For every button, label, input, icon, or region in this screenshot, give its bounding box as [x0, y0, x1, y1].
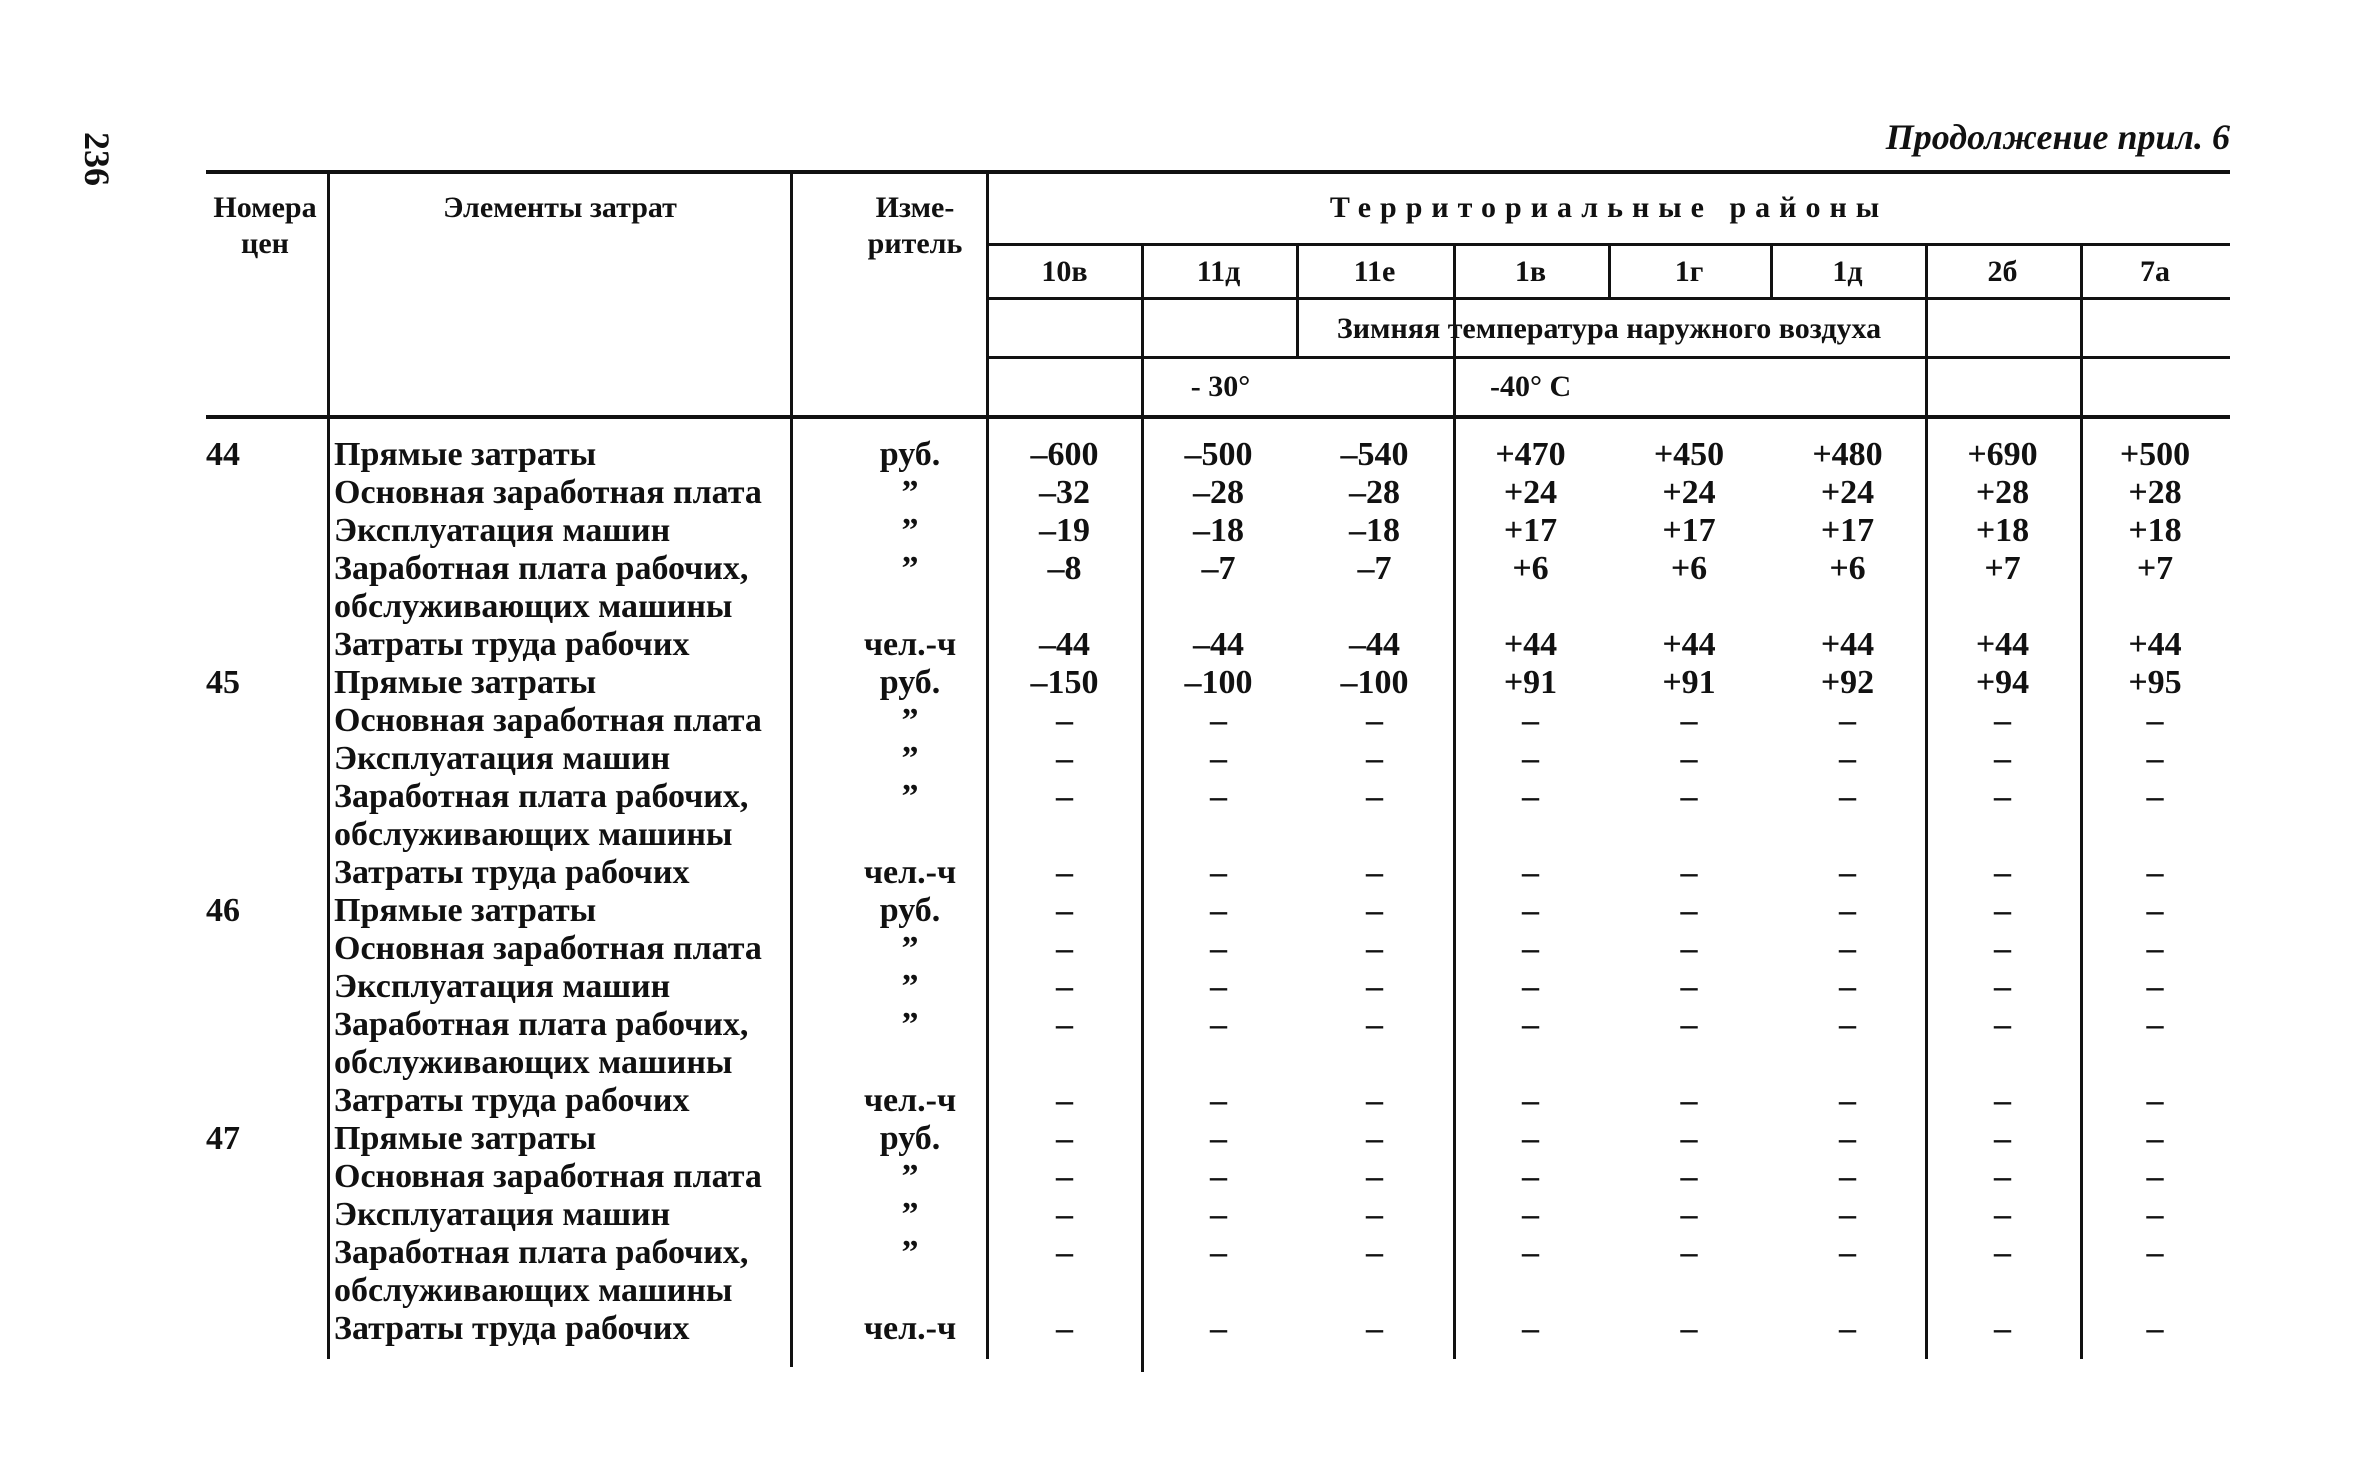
value-cell: – [1680, 740, 1698, 777]
cost-element: Прямые затраты [334, 436, 597, 473]
value-cell: –7 [1357, 550, 1392, 587]
value-cell: –150 [1030, 664, 1099, 701]
continuation-caption: Продолжение прил. 6 [1885, 117, 2230, 157]
region-code: 2б [1987, 255, 2018, 288]
value-cell: – [1522, 1120, 1539, 1157]
value-cell: – [1680, 1310, 1698, 1347]
value-cell: +18 [1975, 512, 2030, 549]
cost-element: Заработная плата рабочих, [334, 778, 749, 815]
value-cell: – [1839, 1082, 1856, 1119]
value-cell: – [1366, 1196, 1383, 1233]
value-cell: – [2146, 1196, 2164, 1233]
value-cell: – [1839, 930, 1856, 967]
value-cell: – [1056, 1158, 1073, 1195]
cost-element: Затраты труда рабочих [334, 854, 690, 891]
value-cell: – [1522, 1234, 1539, 1271]
value-cell: – [1056, 1120, 1073, 1157]
value-cell: – [1056, 930, 1073, 967]
value-cell: – [1210, 1158, 1227, 1195]
value-cell: +44 [1503, 626, 1558, 663]
value-cell: – [1522, 930, 1539, 967]
cost-element: обслуживающих машины [334, 1044, 733, 1081]
value-cell: – [1680, 702, 1698, 739]
value-cell: –44 [1193, 626, 1244, 663]
value-cell: – [1839, 1196, 1856, 1233]
value-cell: – [1994, 778, 2011, 815]
unit-cell: чел.-ч [863, 854, 957, 891]
value-cell: – [1056, 968, 1073, 1005]
cost-element: Прямые затраты [334, 892, 597, 929]
cost-element: Заработная плата рабочих, [334, 550, 749, 587]
region-code: 11д [1196, 255, 1241, 288]
value-cell: – [1056, 778, 1073, 815]
value-cell: – [1366, 1234, 1383, 1271]
value-cell: – [2146, 854, 2164, 891]
value-cell: +17 [1662, 512, 1716, 549]
unit-cell: руб. [879, 1120, 941, 1157]
value-cell: – [1210, 1234, 1227, 1271]
value-cell: – [1522, 1310, 1539, 1347]
value-cell: – [1210, 1310, 1227, 1347]
value-cell: –18 [1193, 512, 1244, 549]
value-cell: – [1366, 1120, 1383, 1157]
cost-element: Основная заработная плата [334, 702, 762, 739]
value-cell: – [1680, 1196, 1698, 1233]
value-cell: –600 [1030, 436, 1099, 473]
value-cell: – [1366, 740, 1383, 777]
value-cell: – [1680, 854, 1698, 891]
value-cell: – [1522, 740, 1539, 777]
unit-cell: руб. [879, 664, 941, 701]
value-cell: – [1680, 1234, 1698, 1271]
value-cell: – [1994, 740, 2011, 777]
value-cell: – [1522, 892, 1539, 929]
value-cell: – [1056, 740, 1073, 777]
value-cell: – [1839, 1006, 1856, 1043]
value-cell: – [2146, 930, 2164, 967]
value-cell: +480 [1812, 436, 1883, 473]
value-cell: – [1056, 702, 1073, 739]
value-cell: +44 [1820, 626, 1875, 663]
unit-cell: ” [901, 778, 919, 815]
value-cell: – [1522, 778, 1539, 815]
cost-element: Прямые затраты [334, 1120, 597, 1157]
header-number: Номера цен [213, 191, 317, 260]
value-cell: – [1680, 1082, 1698, 1119]
value-cell: – [1210, 1006, 1227, 1043]
unit-cell: ” [901, 740, 919, 777]
unit-cell: чел.-ч [863, 1082, 957, 1119]
value-cell: – [1522, 1158, 1539, 1195]
value-cell: – [1522, 1196, 1539, 1233]
value-cell: –44 [1039, 626, 1090, 663]
value-cell: – [1056, 1234, 1073, 1271]
value-cell: – [2146, 1310, 2164, 1347]
value-cell: –8 [1047, 550, 1082, 587]
value-cell: +24 [1503, 474, 1558, 511]
value-cell: –540 [1340, 436, 1409, 473]
value-cell: – [1210, 1082, 1227, 1119]
region-code: 1д [1832, 255, 1863, 288]
value-cell: – [1994, 702, 2011, 739]
value-cell: – [1994, 1310, 2011, 1347]
value-cell: – [1839, 702, 1856, 739]
price-number: 45 [206, 664, 240, 701]
value-cell: +28 [2128, 474, 2182, 511]
value-cell: – [2146, 778, 2164, 815]
unit-cell: ” [901, 474, 919, 511]
price-number: 47 [206, 1120, 240, 1157]
cost-element: Эксплуатация машин [334, 740, 671, 777]
value-cell: – [1522, 702, 1539, 739]
cost-element: Эксплуатация машин [334, 968, 671, 1005]
value-cell: – [2146, 1120, 2164, 1157]
value-cell: – [1366, 702, 1383, 739]
value-cell: – [1994, 892, 2011, 929]
value-cell: +24 [1662, 474, 1716, 511]
value-cell: –19 [1039, 512, 1090, 549]
value-cell: +6 [1829, 550, 1866, 587]
cost-element: Эксплуатация машин [334, 1196, 671, 1233]
cost-element: обслуживающих машины [334, 816, 733, 853]
value-cell: – [2146, 702, 2164, 739]
value-cell: +6 [1670, 550, 1708, 587]
cost-element: Затраты труда рабочих [334, 1082, 690, 1119]
value-cell: –44 [1349, 626, 1400, 663]
value-cell: – [1366, 1006, 1383, 1043]
temperature-divider-rule [988, 356, 2230, 359]
value-cell: +17 [1820, 512, 1875, 549]
value-cell: – [1839, 1234, 1856, 1271]
header-unit: Изме- ритель [867, 191, 963, 260]
value-cell: +91 [1662, 664, 1716, 701]
value-cell: – [1522, 1006, 1539, 1043]
unit-cell: руб. [879, 892, 941, 929]
value-cell: – [1839, 740, 1856, 777]
value-cell: – [1994, 930, 2011, 967]
value-cell: – [1210, 854, 1227, 891]
value-cell: –28 [1349, 474, 1400, 511]
unit-cell: ” [901, 512, 919, 549]
unit-cell: ” [901, 1234, 919, 1271]
value-cell: – [1210, 968, 1227, 1005]
value-cell: – [2146, 1006, 2164, 1043]
region-code: 11е [1353, 255, 1396, 288]
value-cell: – [1994, 1120, 2011, 1157]
value-cell: – [2146, 1082, 2164, 1119]
value-cell: – [1680, 892, 1698, 929]
value-cell: –18 [1349, 512, 1400, 549]
value-cell: +44 [1662, 626, 1716, 663]
value-cell: +92 [1820, 664, 1875, 701]
value-cell: +28 [1975, 474, 2030, 511]
cost-element: Эксплуатация машин [334, 512, 671, 549]
cost-element: Основная заработная плата [334, 930, 762, 967]
value-cell: –32 [1039, 474, 1090, 511]
col-divider-elements [790, 172, 793, 1367]
value-cell: – [1210, 1196, 1227, 1233]
price-number: 44 [206, 436, 240, 473]
unit-cell: ” [901, 1196, 919, 1233]
region-code: 7а [2140, 255, 2170, 288]
value-cell: +500 [2119, 436, 2191, 473]
value-cell: – [1366, 968, 1383, 1005]
cost-element: Заработная плата рабочих, [334, 1234, 749, 1271]
value-cell: – [1210, 740, 1227, 777]
value-cell: – [1839, 778, 1856, 815]
value-cell: – [1994, 1082, 2011, 1119]
value-cell: – [1366, 1082, 1383, 1119]
temperature-group-40: -40° С [1490, 370, 1572, 403]
value-cell: – [1839, 968, 1856, 1005]
value-cell: – [2146, 1158, 2164, 1195]
value-cell: – [1366, 930, 1383, 967]
value-cell: – [1680, 930, 1698, 967]
value-cell: – [1366, 1310, 1383, 1347]
unit-cell: ” [901, 550, 919, 587]
value-cell: +7 [1984, 550, 2021, 587]
col-divider-number [327, 172, 330, 1359]
value-cell: – [1210, 1120, 1227, 1157]
unit-cell: ” [901, 702, 919, 739]
value-cell: – [1210, 778, 1227, 815]
temperature-group-30: - 30° [1190, 370, 1251, 403]
value-cell: – [1056, 892, 1073, 929]
value-cell: +690 [1967, 436, 2038, 473]
cost-element: Затраты труда рабочих [334, 626, 690, 663]
price-number: 46 [206, 892, 240, 929]
value-cell: – [1056, 1006, 1073, 1043]
cost-element: Прямые затраты [334, 664, 597, 701]
value-cell: – [1210, 930, 1227, 967]
value-cell: – [1994, 1158, 2011, 1195]
value-cell: – [1680, 968, 1698, 1005]
value-cell: – [1522, 968, 1539, 1005]
value-cell: – [2146, 968, 2164, 1005]
value-cell: – [1522, 1082, 1539, 1119]
value-cell: –7 [1201, 550, 1236, 587]
unit-cell: руб. [879, 436, 941, 473]
region-code: 10в [1041, 255, 1088, 288]
value-cell: – [1839, 1120, 1856, 1157]
unit-cell: чел.-ч [863, 1310, 957, 1347]
value-cell: – [1056, 1310, 1073, 1347]
value-cell: +95 [2128, 664, 2182, 701]
value-cell: – [2146, 740, 2164, 777]
unit-cell: ” [901, 1006, 919, 1043]
unit-cell: ” [901, 968, 919, 1005]
value-cell: +24 [1820, 474, 1875, 511]
value-cell: – [1839, 854, 1856, 891]
region-code: 1в [1514, 255, 1547, 288]
cost-element: обслуживающих машины [334, 588, 733, 625]
value-cell: +7 [2136, 550, 2174, 587]
header-elements: Элементы затрат [443, 191, 677, 224]
value-cell: +94 [1975, 664, 2030, 701]
value-cell: – [1210, 892, 1227, 929]
table-top-rule [206, 170, 2230, 174]
header-regions: Территориальные районы [1329, 191, 1889, 224]
value-cell: – [1680, 778, 1698, 815]
value-cell: – [1056, 854, 1073, 891]
value-cell: – [1994, 1234, 2011, 1271]
value-cell: – [1994, 1196, 2011, 1233]
value-cell: – [1680, 1158, 1698, 1195]
value-cell: – [1839, 1310, 1856, 1347]
value-cell: –100 [1340, 664, 1409, 701]
value-cell: –28 [1193, 474, 1244, 511]
value-cell: +17 [1503, 512, 1558, 549]
value-cell: – [1680, 1006, 1698, 1043]
value-cell: – [1056, 1082, 1073, 1119]
value-cell: – [1366, 778, 1383, 815]
cost-element: Заработная плата рабочих, [334, 1006, 749, 1043]
value-cell: – [1366, 854, 1383, 891]
value-cell: – [1210, 702, 1227, 739]
value-cell: – [1056, 1196, 1073, 1233]
value-cell: – [1994, 1006, 2011, 1043]
value-cell: – [2146, 892, 2164, 929]
value-cell: +18 [2128, 512, 2182, 549]
value-cell: – [1680, 1120, 1698, 1157]
value-cell: – [1366, 1158, 1383, 1195]
value-cell: – [1839, 892, 1856, 929]
value-cell: –500 [1184, 436, 1253, 473]
unit-cell: ” [901, 930, 919, 967]
value-cell: – [1839, 1158, 1856, 1195]
value-cell: +44 [1975, 626, 2030, 663]
value-cell: +44 [2128, 626, 2182, 663]
region-code: 1г [1674, 255, 1704, 288]
page-number: 236 [77, 132, 117, 186]
value-cell: +6 [1512, 550, 1549, 587]
value-cell: – [2146, 1234, 2164, 1271]
value-cell: – [1366, 892, 1383, 929]
cost-element: Основная заработная плата [334, 474, 762, 511]
value-cell: – [1994, 968, 2011, 1005]
unit-cell: чел.-ч [863, 626, 957, 663]
value-cell: +91 [1503, 664, 1558, 701]
value-cell: – [1994, 854, 2011, 891]
value-cell: +470 [1495, 436, 1566, 473]
value-cell: +450 [1653, 436, 1725, 473]
cost-element: обслуживающих машины [334, 1272, 733, 1309]
value-cell: – [1522, 854, 1539, 891]
cost-element: Затраты труда рабочих [334, 1310, 690, 1347]
unit-cell: ” [901, 1158, 919, 1195]
temperature-title: Зимняя температура наружного воздуха [1336, 312, 1882, 345]
cost-element: Основная заработная плата [334, 1158, 762, 1195]
value-cell: –100 [1184, 664, 1253, 701]
